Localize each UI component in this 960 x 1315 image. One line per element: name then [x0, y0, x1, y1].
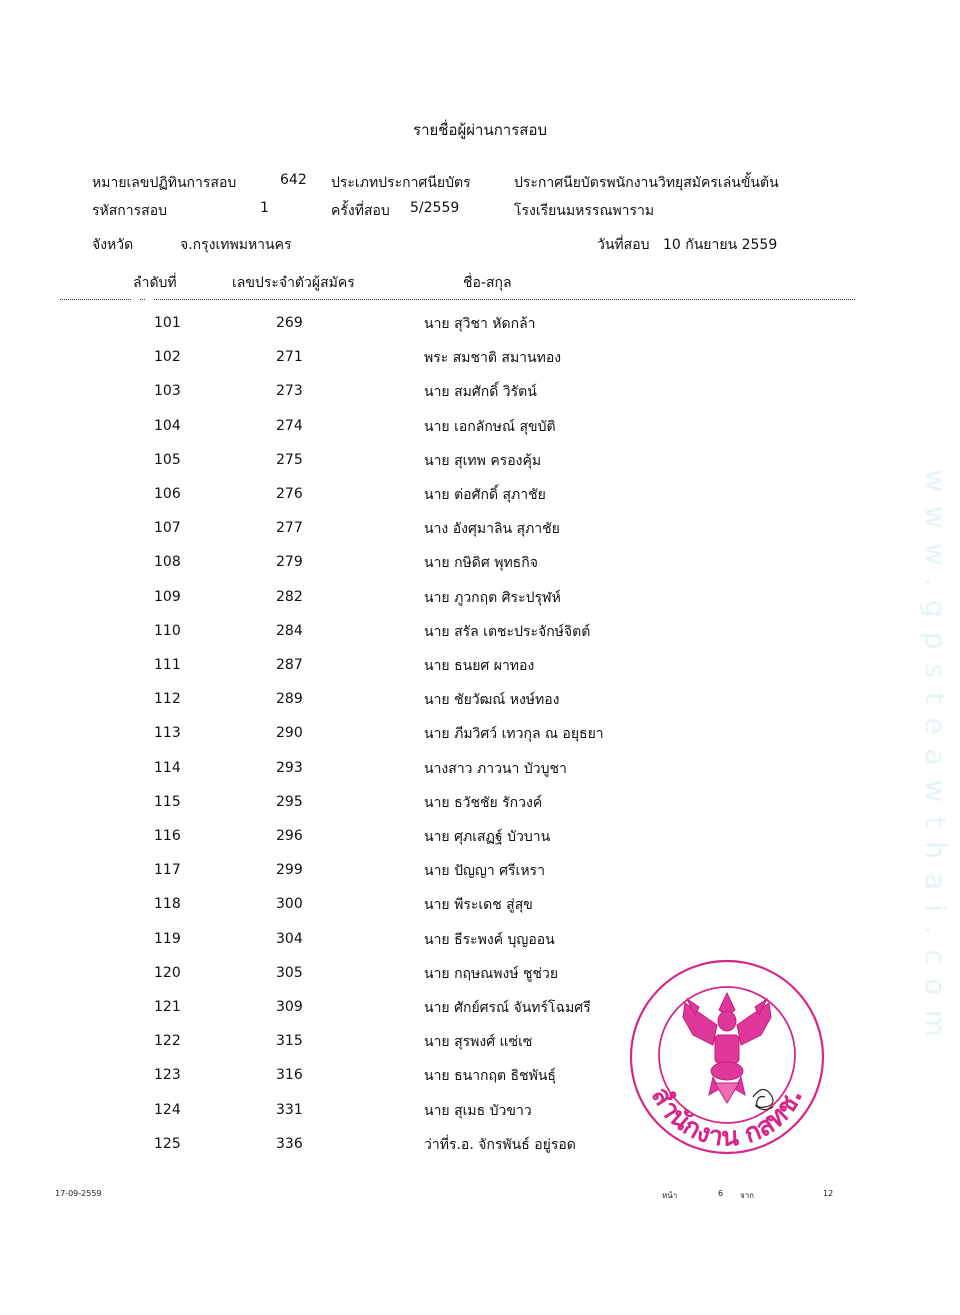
table-row	[0, 376, 960, 410]
exam-round-value: 5/2559	[410, 200, 460, 216]
table-row	[0, 650, 960, 684]
column-header-name: ชื่อ-สกุล	[463, 275, 512, 291]
column-header-candidate-id: เลขประจำตัวผู้สมัคร	[232, 275, 355, 291]
page-of-label: จาก	[740, 1191, 755, 1200]
row-name: พระ สมชาติ สมานทอง	[424, 350, 562, 367]
province-label: จังหวัด	[92, 237, 134, 253]
venue: โรงเรียนมหรรณพาราม	[514, 203, 655, 219]
row-candidate-id: 315	[276, 1033, 303, 1050]
page-label: หน้า	[662, 1191, 678, 1200]
row-seq: 108	[154, 554, 181, 571]
row-seq: 106	[154, 486, 181, 502]
cert-type-value: ประกาศนียบัตรพนักงานวิทยุสมัครเล่นขั้นต้น	[514, 175, 779, 191]
row-candidate-id: 276	[276, 486, 303, 502]
row-seq: 111	[154, 657, 181, 673]
row-candidate-id: 304	[276, 930, 303, 947]
row-seq: 110	[154, 622, 181, 639]
exam-code-label: รหัสการสอบ	[92, 203, 167, 219]
row-candidate-id: 279	[276, 554, 303, 571]
row-name: นาง อังศุมาลิน สุภาชัย	[424, 521, 560, 538]
row-candidate-id: 296	[276, 828, 303, 844]
row-seq: 112	[154, 691, 181, 708]
row-candidate-id: 269	[276, 315, 303, 331]
watermark: www.gpsteawthai.com	[919, 469, 952, 1051]
table-row	[0, 308, 960, 342]
page-total: 12	[823, 1189, 834, 1198]
row-candidate-id: 305	[276, 964, 303, 981]
row-name: นาย สุเทพ ครองคุ้ม	[424, 452, 542, 469]
row-seq: 117	[154, 862, 181, 879]
row-name: นาย สรัล เตชะประจักษ์จิตต์	[424, 623, 591, 640]
row-name: นาย สุรพงศ์ แซ่เซ	[424, 1034, 533, 1051]
exam-date-label: วันที่สอบ	[597, 237, 650, 253]
row-seq: 123	[154, 1067, 181, 1084]
row-candidate-id: 295	[276, 793, 303, 810]
row-name: นาย สมศักดิ์ วิรัตน์	[424, 384, 537, 401]
header-separator	[60, 299, 855, 300]
table-row	[0, 547, 960, 581]
exam-code-value: 1	[260, 200, 269, 216]
row-name: นาย ศุภเสฏฐ์ บัวบาน	[424, 829, 551, 845]
row-seq: 113	[154, 725, 181, 742]
row-seq: 102	[154, 349, 181, 366]
row-name: นาย ปัญญา ศรีเหรา	[424, 863, 545, 880]
exam-calendar-value: 642	[280, 172, 307, 188]
exam-date-value: 10 กันยายน 2559	[663, 237, 778, 253]
row-seq: 116	[154, 828, 181, 844]
official-stamp	[625, 955, 830, 1160]
row-name: นาย ภีมวิศว์ เทวกุล ณ อยุธยา	[424, 726, 604, 743]
row-name: นาย ธนากฤต ธิชพันธุ์	[424, 1068, 556, 1085]
row-seq: 101	[154, 315, 181, 331]
row-seq: 120	[154, 964, 181, 981]
row-seq: 121	[154, 999, 181, 1015]
row-candidate-id: 309	[276, 999, 303, 1015]
row-candidate-id: 271	[276, 349, 303, 366]
row-seq: 124	[154, 1101, 181, 1118]
row-candidate-id: 299	[276, 862, 303, 879]
exam-calendar-label: หมายเลขปฏิทินการสอบ	[92, 175, 237, 191]
row-name: นาย กฤษณพงษ์ ชูช่วย	[424, 965, 559, 982]
row-candidate-id: 331	[276, 1101, 303, 1118]
row-candidate-id: 274	[276, 417, 303, 434]
row-name: นาย ภูวกฤต ศิระปรุฬห์	[424, 589, 561, 606]
table-row	[0, 582, 960, 616]
print-date: 17-09-2559	[55, 1189, 102, 1198]
row-name: นาย ธนยศ ผาทอง	[424, 658, 535, 674]
document-title: รายชื่อผู้ผ่านการสอบ	[413, 121, 547, 139]
exam-round-label: ครั้งที่สอบ	[331, 203, 390, 219]
column-header-seq: ลำดับที่	[133, 275, 177, 291]
row-candidate-id: 290	[276, 725, 303, 742]
row-seq: 105	[154, 451, 181, 468]
row-seq: 103	[154, 383, 181, 400]
table-row	[0, 479, 960, 513]
row-seq: 107	[154, 520, 181, 537]
table-row	[0, 855, 960, 889]
table-row	[0, 684, 960, 718]
table-row	[0, 924, 960, 958]
row-candidate-id: 273	[276, 383, 303, 400]
table-row	[0, 513, 960, 547]
row-seq: 109	[154, 588, 181, 605]
garuda-emblem-icon	[625, 955, 830, 1160]
row-candidate-id: 289	[276, 691, 303, 708]
province-value: จ.กรุงเทพมหานคร	[180, 237, 292, 253]
table-row	[0, 411, 960, 445]
page-current: 6	[718, 1189, 724, 1198]
table-row	[0, 889, 960, 923]
row-name: นาย สุวิชา หัดกล้า	[424, 316, 536, 332]
row-name: นางสาว ภาวนา บัวบูชา	[424, 760, 567, 777]
row-candidate-id: 277	[276, 520, 303, 537]
row-candidate-id: 316	[276, 1067, 303, 1084]
row-name: นาย พีระเดช สู่สุข	[424, 897, 533, 914]
row-name: นาย สุเมธ บัวขาว	[424, 1102, 532, 1119]
row-seq: 125	[154, 1135, 181, 1152]
row-candidate-id: 300	[276, 896, 303, 913]
row-name: นาย ชัยวัฒณ์ หงษ์ทอง	[424, 692, 560, 709]
row-candidate-id: 275	[276, 451, 303, 468]
row-name: ว่าที่ร.อ. จักรพันธ์ อยู่รอด	[424, 1136, 576, 1153]
row-name: นาย ธวัชชัย รักวงค์	[424, 794, 543, 811]
cert-type-label: ประเภทประกาศนียบัตร	[331, 175, 471, 191]
table-row	[0, 718, 960, 752]
row-name: นาย ต่อศักดิ์ สุภาชัย	[424, 487, 546, 503]
table-row	[0, 342, 960, 376]
row-candidate-id: 336	[276, 1135, 303, 1152]
separator-gap	[146, 297, 154, 301]
table-row	[0, 753, 960, 787]
row-name: นาย เอกลักษณ์ สุขบัติ	[424, 418, 556, 435]
row-candidate-id: 284	[276, 622, 303, 639]
row-seq: 118	[154, 896, 181, 913]
row-name: นาย ศักย์ศรณ์ จันทร์โฉมศรี	[424, 1000, 591, 1016]
separator-gap	[132, 297, 140, 301]
row-candidate-id: 282	[276, 588, 303, 605]
table-row	[0, 616, 960, 650]
row-seq: 122	[154, 1033, 181, 1050]
row-seq: 114	[154, 759, 181, 776]
row-seq: 119	[154, 930, 181, 947]
stamp-text: สำนักงาน กสทช.	[644, 1082, 810, 1153]
table-row	[0, 821, 960, 855]
row-name: นาย ธีระพงค์ บุญออน	[424, 931, 555, 948]
row-name: นาย กษิดิศ พุทธกิจ	[424, 555, 538, 572]
row-seq: 115	[154, 793, 181, 810]
row-seq: 104	[154, 417, 181, 434]
row-candidate-id: 287	[276, 657, 303, 673]
table-row	[0, 445, 960, 479]
table-row	[0, 787, 960, 821]
row-candidate-id: 293	[276, 759, 303, 776]
